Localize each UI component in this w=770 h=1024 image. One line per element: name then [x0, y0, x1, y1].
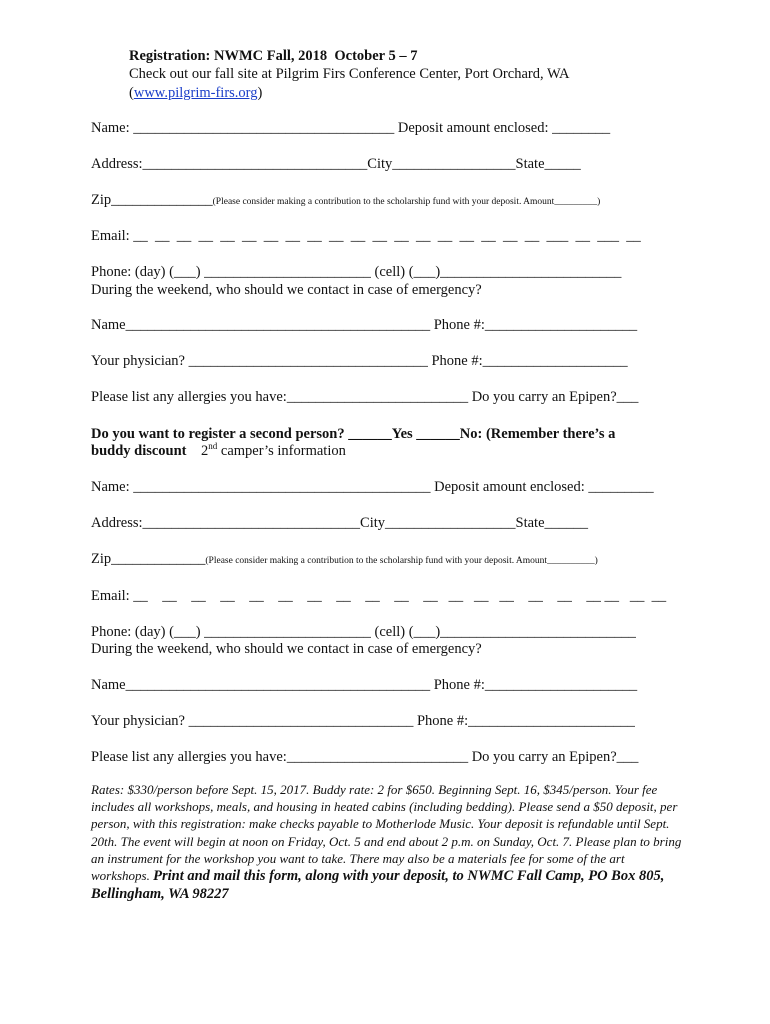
phone-field-2[interactable]: Phone: (day) (___) _______________________ (cell) (___)___________________________ — [91, 624, 636, 640]
scholarship-note-2[interactable]: (Please consider making a contribution to the scholarship fund with your deposit. Amount__________) — [205, 556, 598, 566]
venue-website-link[interactable]: www.pilgrim-firs.org — [133, 85, 258, 101]
second-camper-info-label: camper’s information — [217, 443, 346, 459]
address-field-2[interactable]: Address:______________________________City__________________State______ — [91, 515, 589, 531]
scholarship-note-1[interactable]: (Please consider making a contribution to the scholarship fund with your deposit. Amount_________) — [212, 197, 601, 207]
venue-link-line — [129, 84, 262, 102]
mail-instructions: Print and mail this form, along with your deposit, to NWMC Fall Camp, PO Box 805, Bellingham, WA 98227 — [91, 868, 665, 903]
emergency-contact-field-1[interactable]: Name__________________________________________ Phone #:_____________________ — [91, 317, 638, 333]
zip-field-2[interactable] — [91, 550, 598, 570]
form-title: Registration: NWMC Fall, 2018 October 5 – 7 — [129, 48, 418, 64]
allergies-field-1[interactable]: Please list any allergies you have:_________________________ Do you carry an Epipen?___ — [91, 389, 639, 405]
physician-field-1[interactable]: Your physician? _________________________________ Phone #:____________________ — [91, 353, 628, 369]
link-close-paren: ) — [257, 85, 263, 101]
rates-text: Rates: $330/person before Sept. 15, 2017. Buddy rate: 2 for $650. Beginning Sept. 16, $345/person. Your fee includes all workshops, meals, and housing in heated cabins (including bedding). Please send a $50 deposit, per person, with this registration: make checks payable to Motherlode Music. Your deposit is refundable until Sept. 20th. The event will begin at noon on Friday, Oct. 5 and end about 2 p.m. on Sunday, Oct. 7. Please plan to bring an instrument for the workshop you want to take. There may also be a materials fee for some of the art workshops. — [91, 782, 682, 884]
zip-label-1[interactable]: Zip______________ — [91, 192, 213, 208]
buddy-discount-text: buddy discount — [91, 443, 187, 459]
second-person-question[interactable]: Do you want to register a second person? ______Yes ______No: (Remember there’s a — [91, 426, 616, 442]
rates-paragraph — [91, 781, 686, 903]
second-person-line — [91, 442, 346, 460]
name-deposit-field-2[interactable]: Name: _________________________________________ Deposit amount enclosed: _________ — [91, 479, 654, 495]
emergency-contact-field-2[interactable]: Name__________________________________________ Phone #:_____________________ — [91, 677, 638, 693]
name-deposit-field-1[interactable]: Name: ____________________________________ Deposit amount enclosed: ________ — [91, 120, 611, 136]
zip-label-2[interactable]: Zip_____________ — [91, 551, 206, 567]
link-open-paren: ( — [129, 85, 134, 101]
ordinal-suffix: nd — [208, 441, 218, 452]
physician-field-2[interactable]: Your physician? _______________________________ Phone #:_______________________ — [91, 713, 635, 729]
address-field-1[interactable]: Address:_______________________________City_________________State_____ — [91, 156, 581, 172]
emergency-question-2: During the weekend, who should we contact in case of emergency? — [91, 641, 482, 657]
second-camper-ordinal: 2 — [201, 443, 209, 459]
phone-field-1[interactable]: Phone: (day) (___) _______________________ (cell) (___)_________________________ — [91, 264, 622, 280]
emergency-question-1: During the weekend, who should we contact in case of emergency? — [91, 282, 482, 298]
allergies-field-2[interactable]: Please list any allergies you have:_________________________ Do you carry an Epipen?___ — [91, 749, 639, 765]
email-field-2[interactable]: Email: __ __ __ __ __ __ __ __ __ __ __ __ __ __ __ __ __ __ __ __ — [91, 588, 667, 604]
venue-line: Check out our fall site at Pilgrim Firs Conference Center, Port Orchard, WA — [129, 66, 570, 82]
zip-field-1[interactable] — [91, 191, 600, 211]
email-field-1[interactable]: Email: __ __ __ __ __ __ __ __ __ __ __ __ __ __ __ __ __ __ __ ___ __ ___ __ — [91, 228, 641, 244]
